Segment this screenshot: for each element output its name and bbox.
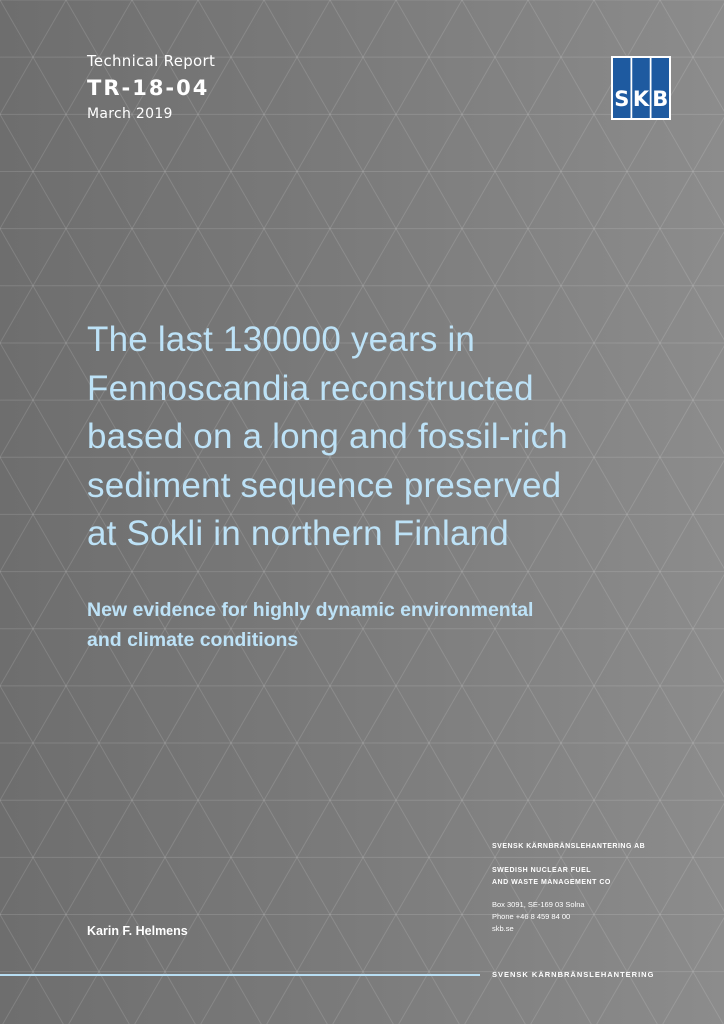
title-line: sediment sequence preserved [87,465,562,505]
subtitle-line: New evidence for highly dynamic environmental [87,599,534,621]
title-line: Fennoscandia reconstructed [87,368,534,408]
skb-logo-icon [611,56,671,120]
footer-rule [0,974,480,976]
report-number: TR-18-04 [87,76,210,100]
company-address: Box 3091, SE-169 03 Solna [492,900,585,909]
report-date: March 2019 [87,106,173,122]
title-line: at Sokli in northern Finland [87,514,509,553]
company-name-english-line: AND WASTE MANAGEMENT CO [492,879,611,886]
company-phone: Phone +46 8 459 84 00 [492,912,571,921]
svg-text:B: B [652,87,669,111]
footer-company-name: SVENSK KÄRNBRÄNSLEHANTERING [492,970,655,979]
company-info [492,842,645,935]
main-title [87,316,687,559]
author-name: Karin F. Helmens [87,924,188,938]
svg-text:S: S [614,87,630,111]
skb-logo [611,56,671,120]
svg-text:K: K [632,87,650,111]
company-name-english-line: SWEDISH NUCLEAR FUEL [492,867,592,874]
company-name-swedish: SVENSK KÄRNBRÄNSLEHANTERING AB [492,843,646,850]
subtitle-line: and climate conditions [87,629,299,651]
report-type: Technical Report [87,52,216,70]
company-name-english [492,865,645,889]
title-line: based on a long and fossil-rich [87,417,568,456]
company-website[interactable]: skb.se [492,924,514,933]
title-line: The last 130000 years in [87,320,476,359]
subtitle [87,595,687,655]
